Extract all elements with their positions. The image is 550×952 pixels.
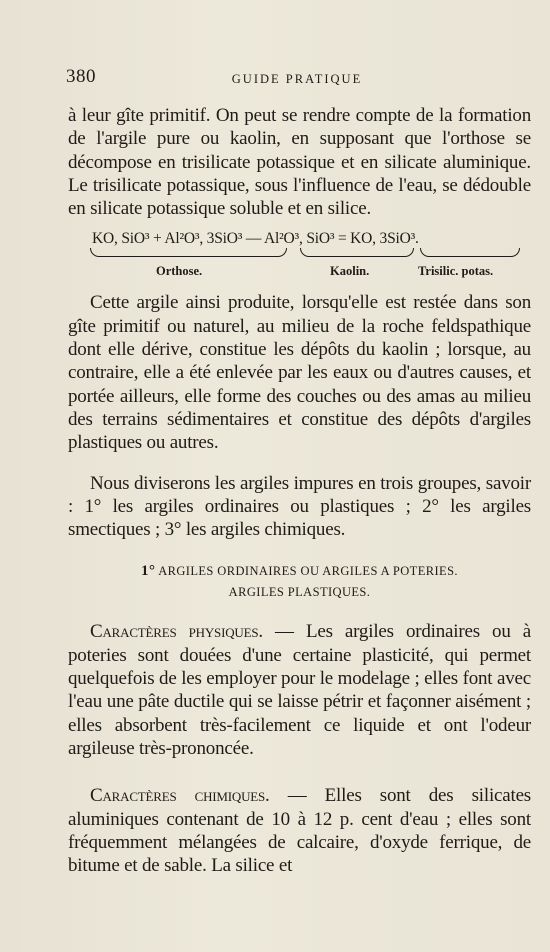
orthose-brace [90, 248, 287, 257]
paragraph-groupes: Nous diviserons les argiles impures en trois groupes, savoir : 1° les argiles ordinaires ou plastiques ; 2° les argiles smectiques ; 3° les argiles chimiques. [68, 472, 531, 541]
running-title: GUIDE PRATIQUE [231, 72, 363, 86]
section-title: ARGILES ORDINAIRES OU ARGILES A POTERIES. [158, 564, 458, 579]
physical-text: — Les argiles ordinaires ou à poteries sont douées d'une certaine plasticité, qui permet quelquefois de les employer pour le modelage ; elles font avec l'eau une pâte ductile qui se laisse pétrir et façonner aisément ; elles absorbent très-facilement ce liquide et ont l'odeur argileuse très-prononcée. [68, 621, 532, 759]
paragraph-caracteres-chimiques [68, 784, 531, 877]
section-heading [68, 561, 531, 603]
equation-label-trisilicate: Trisilic. potas. [418, 264, 494, 279]
chemical-text: — Elles sont des silicates aluminiques contenant de 10 à 12 p. cent d'eau ; elles sont fréquemment mélangées de calcaire, d'oxyde ferrique, de bitume et de sable. La silice et [68, 785, 531, 877]
paragraph-kaolin-formation: à leur gîte primitif. On peut se rendre compte de la formation de l'argile pure ou kaolin, en supposant que l'orthose se décompose en trisilicate potassique et en silicate aluminique. Le trisilicate potassique, sous l'influence de l'eau, se dédouble en silicate potassique soluble et en silice. [68, 105, 531, 220]
section-number: 1° [141, 563, 156, 580]
page-number: 380 [66, 66, 96, 87]
paragraph-argile-produite: Cette argile ainsi produite, lorsqu'elle est restée dans son gîte primitif ou naturel, au milieu de la roche feldspathique dont elle dérive, constitue les dépôts du kaolin ; lorsque, au contraire, elle a été enlevée par les eaux ou d'autres causes, et portée ailleurs, elle forme des couches ou des amas au milieu des terrains sédimentaires et constitue des dépôts d'argiles plastiques ou autres. [68, 292, 531, 454]
paragraph-caracteres-physiques [68, 620, 531, 760]
trisilicate-brace [420, 248, 520, 257]
physical-lead: Caractères physiques. [90, 621, 263, 643]
kaolin-brace [300, 248, 414, 257]
equation-label-orthose: Orthose. [156, 264, 203, 279]
page-body [68, 104, 531, 877]
section-subtitle: ARGILES PLASTIQUES. [228, 585, 371, 600]
equation-label-kaolin: Kaolin. [330, 264, 370, 279]
equation-formula: KO, SiO³ + Al²O³, 3SiO³ — Al²O³, SiO³ = KO, 3SiO³. [92, 230, 419, 248]
chemical-equation [68, 230, 531, 280]
chemical-lead: Caractères chimiques. [90, 785, 270, 807]
page-header [66, 66, 528, 90]
